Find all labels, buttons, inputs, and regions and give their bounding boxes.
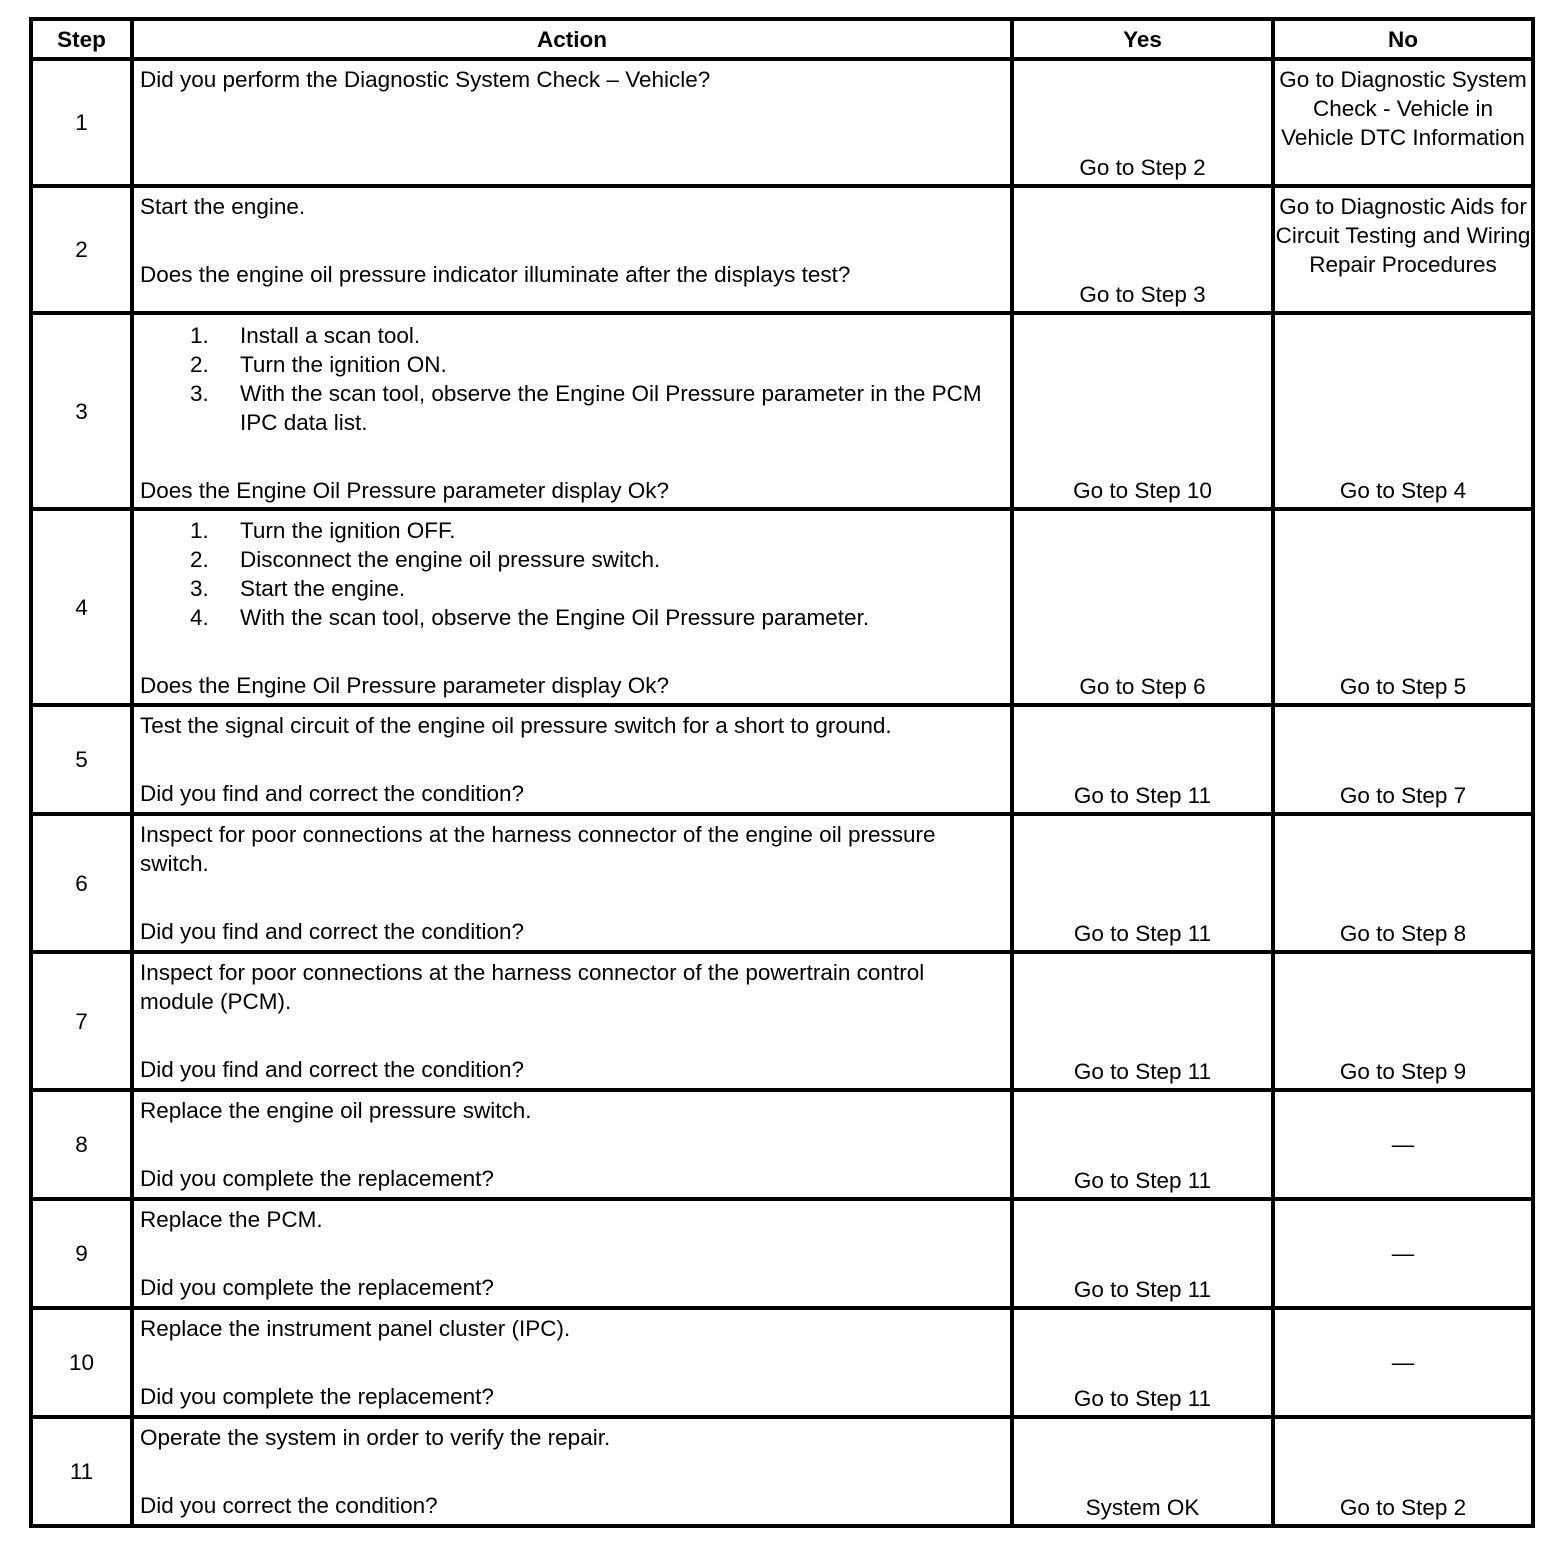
question-text: Did you correct the condition? — [140, 1493, 438, 1518]
question-text: Did you find and correct the condition? — [140, 919, 524, 944]
substep-item — [190, 574, 1004, 603]
question-text: Does the Engine Oil Pressure parameter display Ok? — [140, 673, 670, 698]
question-text: Does the Engine Oil Pressure parameter display Ok? — [140, 478, 670, 503]
step-number: 8 — [31, 1090, 132, 1199]
header-row — [31, 19, 1533, 59]
table-row — [31, 509, 1533, 705]
action-text: Replace the instrument panel cluster (IPC). — [140, 1316, 571, 1341]
question-text: Does the engine oil pressure indicator illuminate after the displays test? — [140, 262, 851, 287]
substep-list — [140, 516, 1004, 632]
question-text: Did you find and correct the condition? — [140, 781, 524, 806]
table-row — [31, 186, 1533, 313]
question-text: Did you find and correct the condition? — [140, 1057, 524, 1082]
no-cell: Go to Diagnostic System Check - Vehicle in Vehicle DTC Information — [1273, 59, 1533, 186]
action-text: Start the engine. — [140, 194, 306, 219]
action-cell — [132, 814, 1012, 952]
substep-text: With the scan tool, observe the Engine Oil Pressure parameter. — [240, 605, 870, 630]
substep-item — [190, 350, 1004, 379]
table-row — [31, 59, 1533, 186]
table-row — [31, 313, 1533, 509]
header-yes: Yes — [1012, 19, 1273, 59]
header-action: Action — [132, 19, 1012, 59]
action-text: Replace the PCM. — [140, 1207, 323, 1232]
yes-cell: Go to Step 11 — [1012, 814, 1273, 952]
step-number: 11 — [31, 1417, 132, 1526]
header-no: No — [1273, 19, 1533, 59]
substep-text: Install a scan tool. — [240, 323, 421, 348]
action-text: Inspect for poor connections at the harness connector of the powertrain control module (PCM). — [140, 960, 925, 1014]
substep-text: Turn the ignition OFF. — [240, 518, 456, 543]
yes-cell: Go to Step 11 — [1012, 705, 1273, 814]
no-cell: Go to Step 7 — [1273, 705, 1533, 814]
table-row — [31, 705, 1533, 814]
no-cell: Go to Step 5 — [1273, 509, 1533, 705]
header-step: Step — [31, 19, 132, 59]
step-number: 7 — [31, 952, 132, 1090]
step-number: 2 — [31, 186, 132, 313]
substep-number: 1. — [190, 518, 209, 543]
action-cell — [132, 186, 1012, 313]
yes-cell: Go to Step 11 — [1012, 952, 1273, 1090]
substep-text: Disconnect the engine oil pressure switch. — [240, 547, 661, 572]
yes-cell: Go to Step 3 — [1012, 186, 1273, 313]
step-number: 9 — [31, 1199, 132, 1308]
action-cell — [132, 1308, 1012, 1417]
substep-item — [190, 516, 1004, 545]
no-cell: Go to Step 2 — [1273, 1417, 1533, 1526]
step-number: 10 — [31, 1308, 132, 1417]
substep-number: 4. — [190, 605, 209, 630]
table-row — [31, 952, 1533, 1090]
step-number: 1 — [31, 59, 132, 186]
yes-cell: Go to Step 10 — [1012, 313, 1273, 509]
action-text: Inspect for poor connections at the harness connector of the engine oil pressure switch. — [140, 822, 936, 876]
yes-cell: Go to Step 2 — [1012, 59, 1273, 186]
action-text: Replace the engine oil pressure switch. — [140, 1098, 532, 1123]
action-cell — [132, 1417, 1012, 1526]
no-cell: Go to Step 8 — [1273, 814, 1533, 952]
table-row — [31, 1417, 1533, 1526]
table-row — [31, 1308, 1533, 1417]
table-row — [31, 1090, 1533, 1199]
step-number: 4 — [31, 509, 132, 705]
step-number: 6 — [31, 814, 132, 952]
yes-cell: Go to Step 11 — [1012, 1090, 1273, 1199]
substep-number: 3. — [190, 381, 209, 406]
yes-cell: Go to Step 11 — [1012, 1199, 1273, 1308]
action-cell — [132, 952, 1012, 1090]
substep-number: 3. — [190, 576, 209, 601]
table-row — [31, 814, 1533, 952]
substep-list — [140, 321, 1004, 437]
question-text: Did you complete the replacement? — [140, 1166, 494, 1191]
no-cell: — — [1273, 1308, 1533, 1417]
action-text: Test the signal circuit of the engine oil pressure switch for a short to ground. — [140, 713, 892, 738]
action-cell — [132, 509, 1012, 705]
no-cell: — — [1273, 1199, 1533, 1308]
action-cell — [132, 705, 1012, 814]
no-cell: Go to Step 9 — [1273, 952, 1533, 1090]
step-number: 3 — [31, 313, 132, 509]
action-cell — [132, 1199, 1012, 1308]
action-text: Operate the system in order to verify the repair. — [140, 1425, 611, 1450]
substep-text: Start the engine. — [240, 576, 406, 601]
substep-number: 2. — [190, 352, 209, 377]
no-cell: Go to Step 4 — [1273, 313, 1533, 509]
table-row — [31, 1199, 1533, 1308]
substep-item — [190, 321, 1004, 350]
substep-item — [190, 603, 1004, 632]
substep-text: With the scan tool, observe the Engine Oil Pressure parameter in the PCM IPC data list. — [240, 381, 982, 435]
diagnostic-table — [29, 17, 1535, 1528]
question-text: Did you complete the replacement? — [140, 1275, 494, 1300]
action-cell — [132, 59, 1012, 186]
substep-number: 2. — [190, 547, 209, 572]
yes-cell: System OK — [1012, 1417, 1273, 1526]
yes-cell: Go to Step 6 — [1012, 509, 1273, 705]
action-text: Did you perform the Diagnostic System Check – Vehicle? — [140, 67, 711, 92]
yes-cell: Go to Step 11 — [1012, 1308, 1273, 1417]
substep-item — [190, 379, 1004, 437]
no-cell: — — [1273, 1090, 1533, 1199]
no-cell: Go to Diagnostic Aids for Circuit Testing and Wiring Repair Procedures — [1273, 186, 1533, 313]
substep-text: Turn the ignition ON. — [240, 352, 447, 377]
substep-item — [190, 545, 1004, 574]
substep-number: 1. — [190, 323, 209, 348]
action-cell — [132, 313, 1012, 509]
action-cell — [132, 1090, 1012, 1199]
question-text: Did you complete the replacement? — [140, 1384, 494, 1409]
step-number: 5 — [31, 705, 132, 814]
